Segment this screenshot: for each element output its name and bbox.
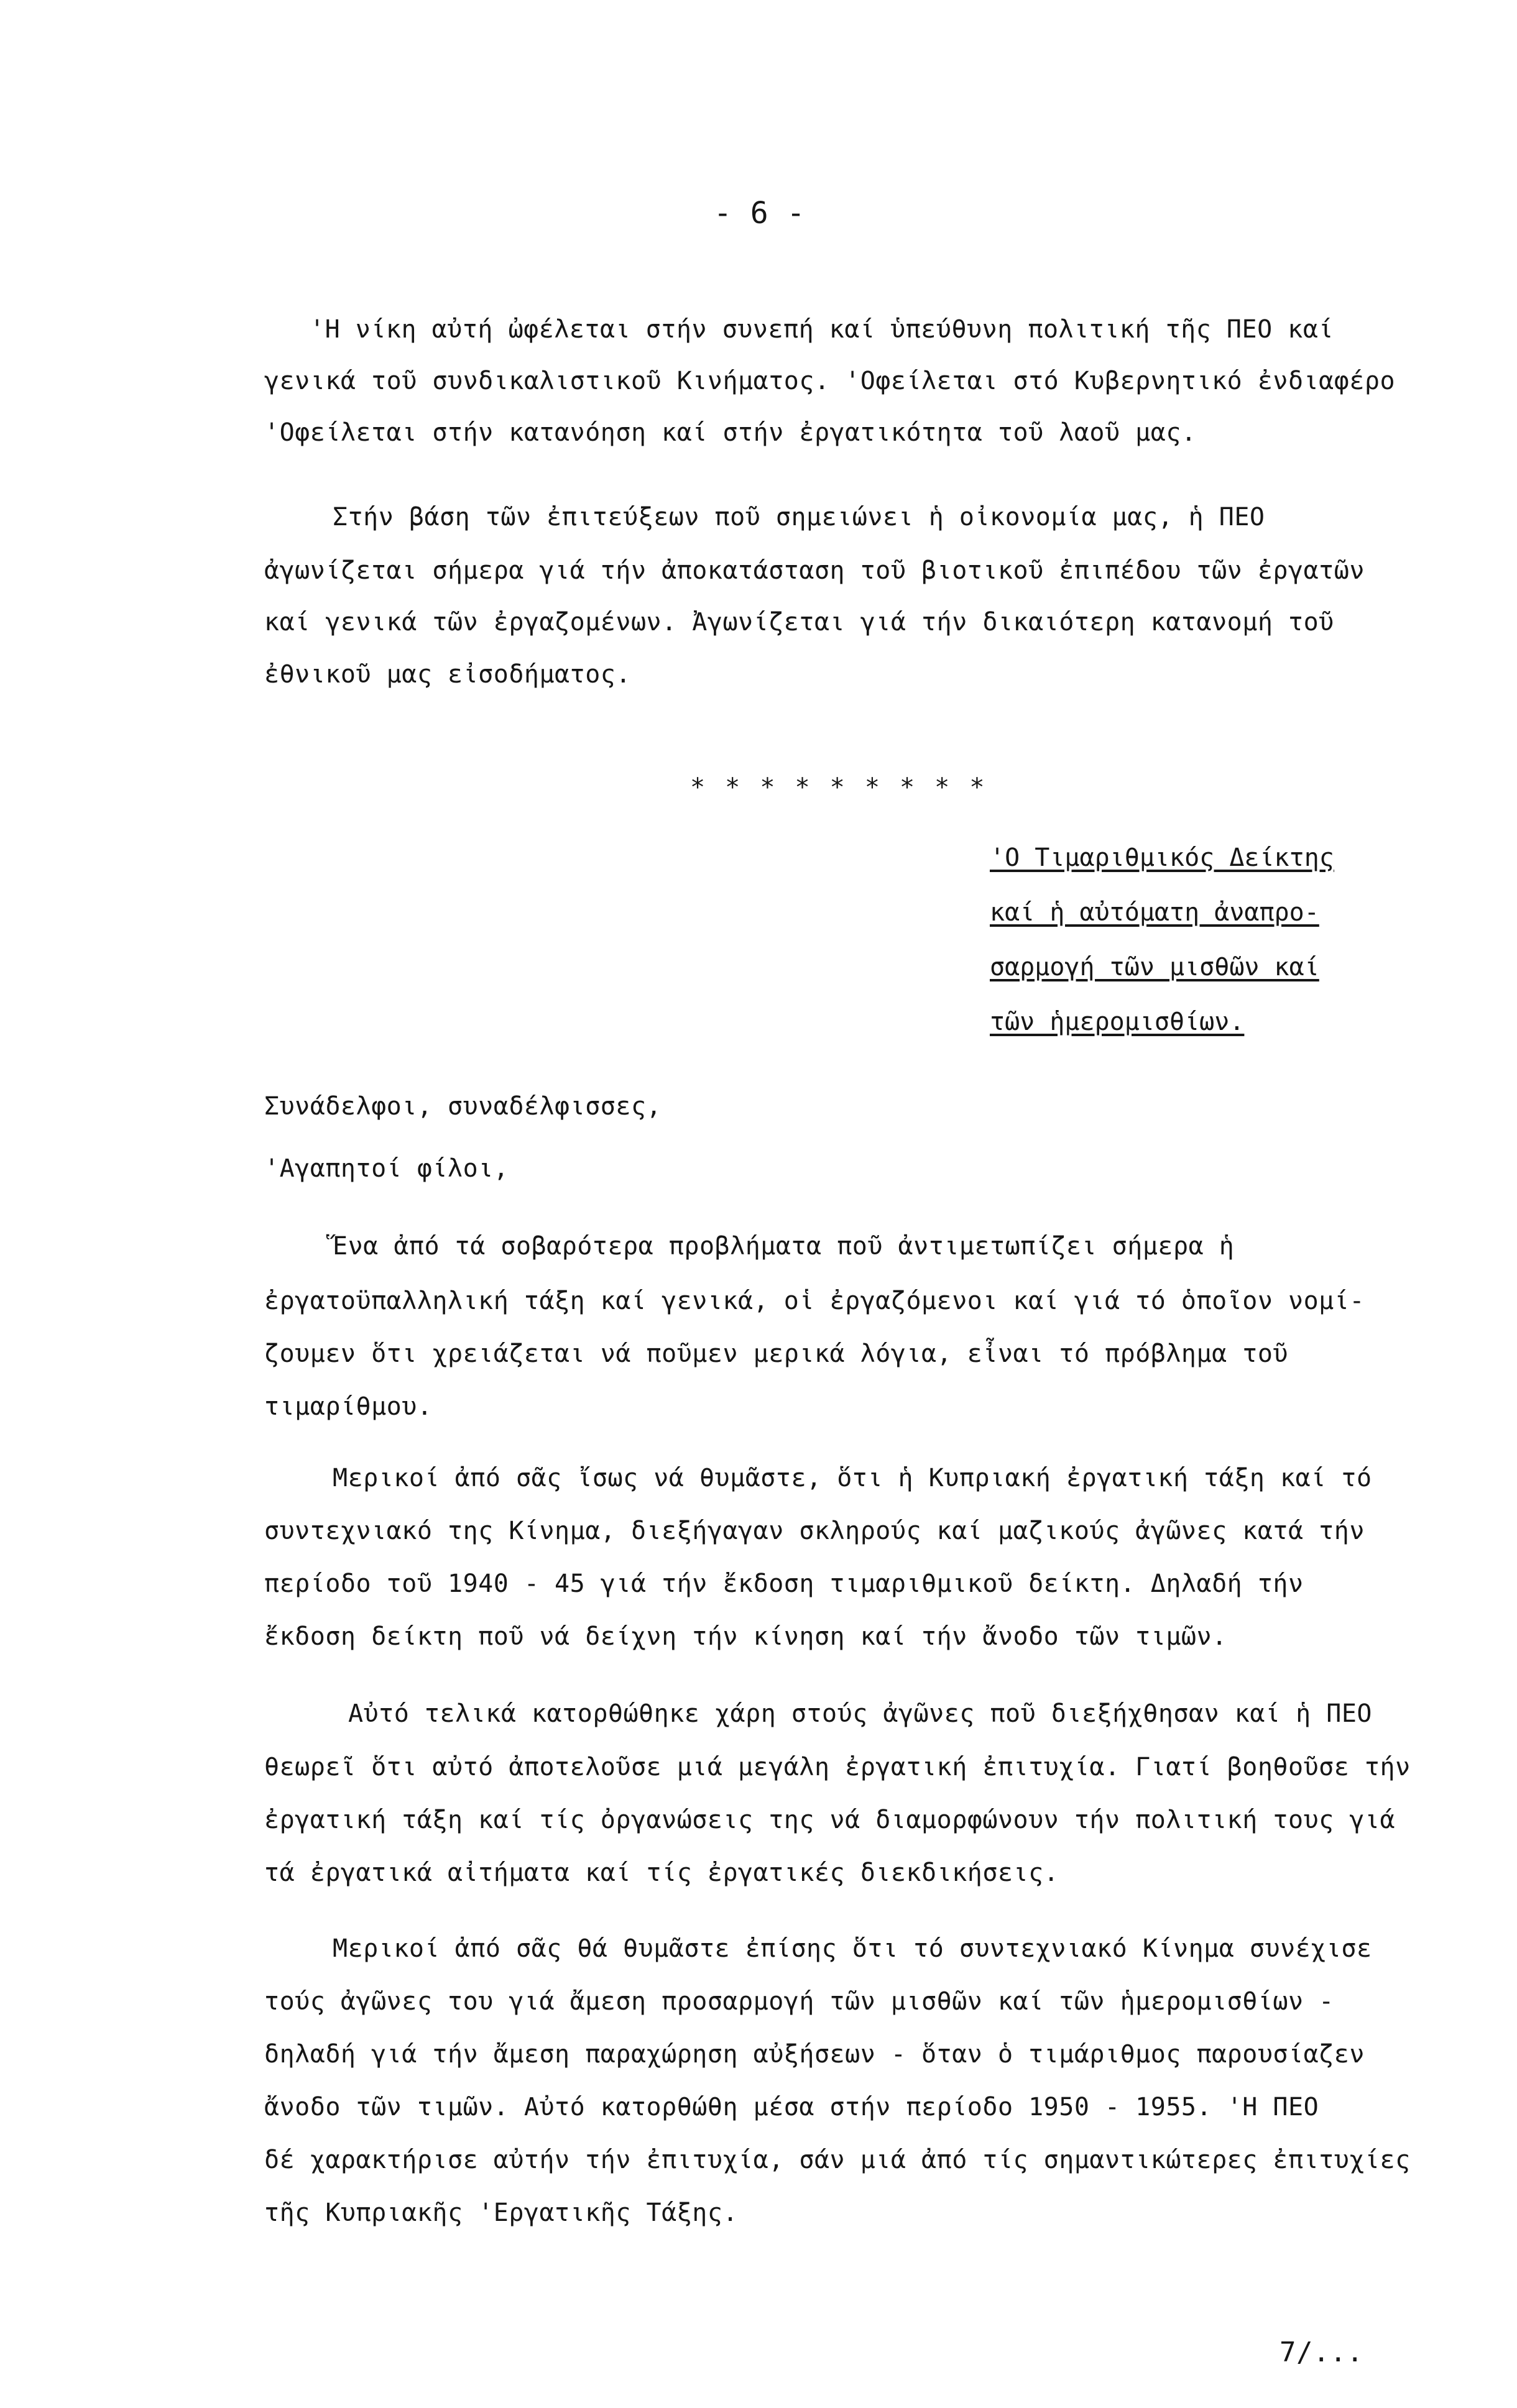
text-line: τιμαρίθμου. <box>264 1392 433 1421</box>
text-line: ζουμεν ὅτι χρειάζεται νά ποῦμεν μερικά λόγια, εἶναι τό πρόβλημα τοῦ <box>264 1340 1288 1368</box>
text-line: ἐργατική τάξη καί τίς ὀργανώσεις της νά διαμορφώνουν τήν πολιτική τους γιά <box>264 1806 1396 1834</box>
page-number: - 6 - <box>714 196 805 231</box>
text-line: τά ἐργατικά αἰτήματα καί τίς ἐργατικές διεκδικήσεις. <box>264 1859 1059 1887</box>
text-line: Στήν βάση τῶν ἐπιτεύξεων ποῦ σημειώνει ἡ οἰκονομία μας, ἡ ΠΕΟ <box>333 503 1265 531</box>
text-line: δηλαδή γιά τήν ἄμεση παραχώρηση αὐξήσεων - ὅταν ὁ τιμάριθμος παρουσίαζεν <box>264 2040 1365 2069</box>
text-line: ἐθνικοῦ μας εἰσοδήματος. <box>264 660 631 689</box>
section-heading-line: καί ἡ αὐτόματη ἀναπρο- <box>990 898 1319 927</box>
text-line: Αὐτό τελικά κατορθώθηκε χάρη στούς ἀγῶνες ποῦ διεξήχθησαν καί ἡ ΠΕΟ <box>348 1699 1372 1728</box>
text-line: συντεχνιακό της Κίνημα, διεξήγαγαν σκληρούς καί μαζικούς ἀγῶνες κατά τήν <box>264 1517 1365 1545</box>
text-line: ἀγωνίζεται σήμερα γιά τήν ἀποκατάσταση τοῦ βιοτικοῦ ἐπιπέδου τῶν ἐργατῶν <box>264 556 1365 585</box>
text-line: τῆς Κυπριακῆς 'Εργατικῆς Τάξης. <box>264 2199 739 2227</box>
section-heading-line: τῶν ἡμερομισθίων. <box>990 1008 1245 1036</box>
text-line: Μερικοί ἀπό σᾶς θά θυμᾶστε ἐπίσης ὅτι τό συντεχνιακό Κίνημα συνέχισε <box>333 1934 1372 1963</box>
text-line: Μερικοί ἀπό σᾶς ἴσως νά θυμᾶστε, ὅτι ἡ Κυπριακή ἐργατική τάξη καί τό <box>333 1464 1372 1492</box>
page-continuation: 7/... <box>1280 2337 1363 2368</box>
text-line: καί γενικά τῶν ἐργαζομένων. Ἀγωνίζεται γιά τήν δικαιότερη κατανομή τοῦ <box>264 608 1334 636</box>
section-separator: * * * * * * * * * <box>690 773 987 802</box>
text-line: τούς ἀγῶνες του γιά ἄμεση προσαρμογή τῶν μισθῶν καί τῶν ἡμερομισθίων - <box>264 1987 1334 2016</box>
text-line: ἄνοδο τῶν τιμῶν. Αὐτό κατορθώθη μέσα στήν περίοδο 1950 - 1955. 'Η ΠΕΟ <box>264 2093 1319 2121</box>
text-line: Ἕνα ἀπό τά σοβαρότερα προβλήματα ποῦ ἀντιμετωπίζει σήμερα ἡ <box>333 1232 1235 1261</box>
salutation-line: 'Αγαπητοί φίλοι, <box>264 1154 509 1183</box>
text-line: θεωρεῖ ὅτι αὐτό ἀποτελοῦσε μιά μεγάλη ἐργατική ἐπιτυχία. Γιατί βοηθοῦσε τήν <box>264 1753 1411 1781</box>
text-line: 'Η νίκη αὐτή ὠφέλεται στήν συνεπή καί ὑπεύθυνη πολιτική τῆς ΠΕΟ καί <box>310 315 1334 344</box>
text-line: 'Οφείλεται στήν κατανόηση καί στήν ἐργατικότητα τοῦ λαοῦ μας. <box>264 418 1197 447</box>
text-line: ἔκδοση δείκτη ποῦ νά δείχνη τήν κίνηση καί τήν ἄνοδο τῶν τιμῶν. <box>264 1622 1227 1651</box>
text-line: ἐργατοϋπαλληλική τάξη καί γενικά, οἱ ἐργαζόμενοι καί γιά τό ὁποῖον νομί- <box>264 1287 1365 1315</box>
section-heading <box>990 842 1388 1061</box>
section-heading-line: 'Ο Τιμαριθμικός Δείκτης <box>990 843 1334 872</box>
section-heading-line: σαρμογή τῶν μισθῶν καί <box>990 953 1319 981</box>
text-line: γενικά τοῦ συνδικαλιστικοῦ Κινήματος. 'Οφείλεται στό Κυβερνητικό ἐνδιαφέρο <box>264 367 1396 395</box>
text-line: δέ χαρακτήρισε αὐτήν τήν ἐπιτυχία, σάν μιά ἀπό τίς σημαντικώτερες ἐπιτυχίες <box>264 2146 1411 2174</box>
text-line: περίοδο τοῦ 1940 - 45 γιά τήν ἔκδοση τιμαριθμικοῦ δείκτη. Δηλαδή τήν <box>264 1569 1304 1598</box>
salutation-line: Συνάδελφοι, συναδέλφισσες, <box>264 1092 662 1121</box>
